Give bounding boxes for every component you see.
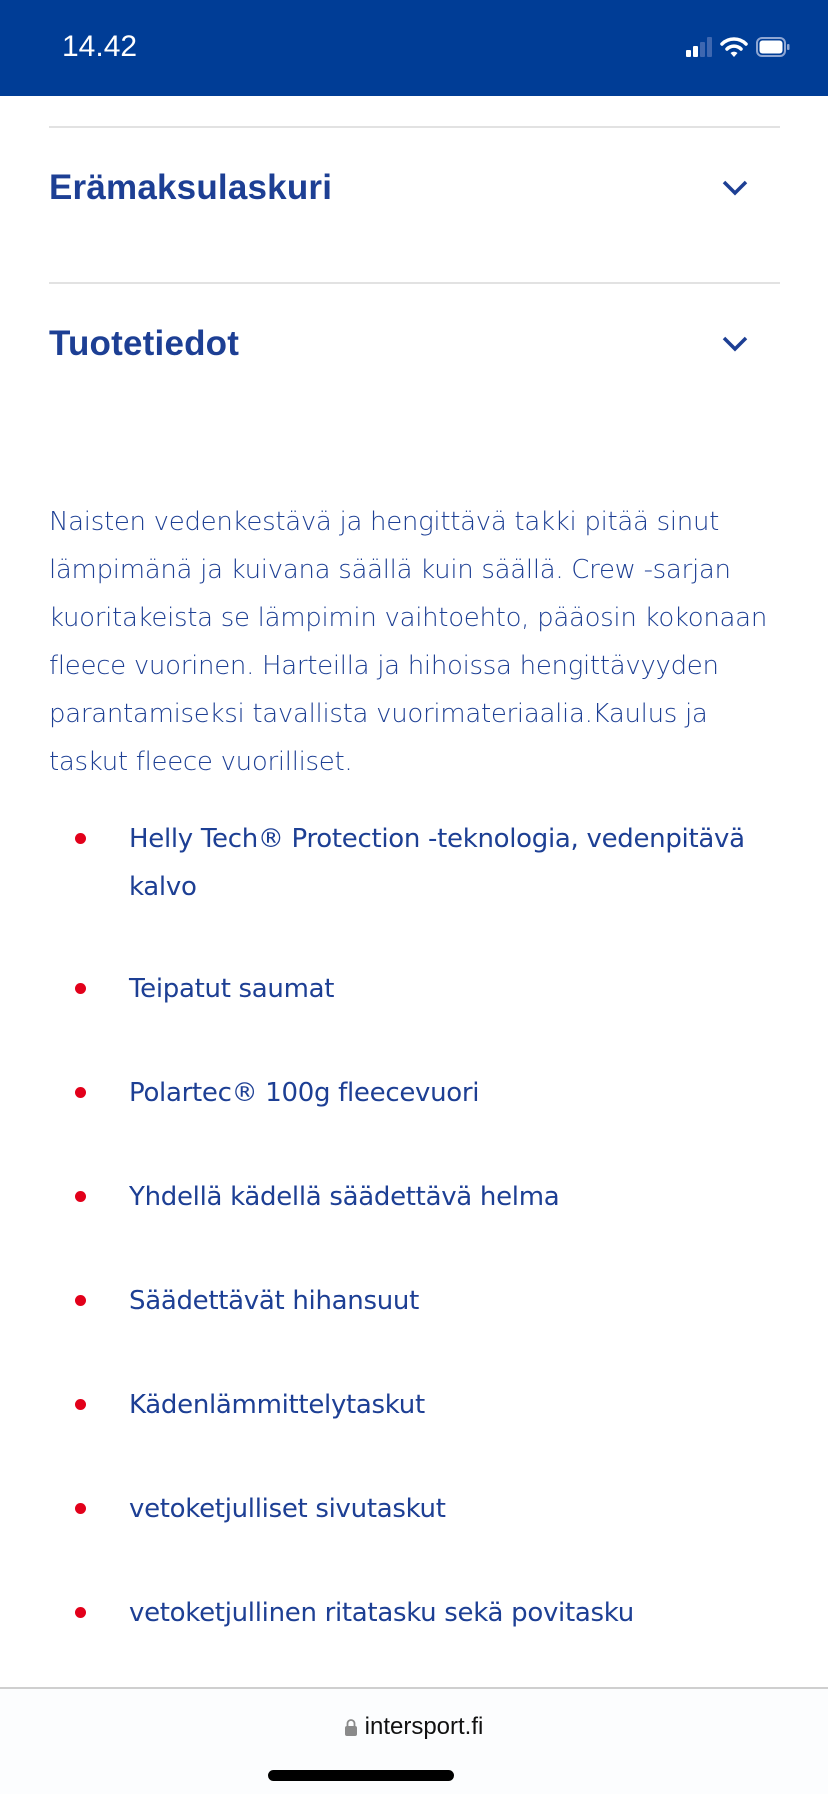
list-item (0, 1173, 828, 1277)
signal-icon (686, 37, 712, 57)
list-item (0, 1277, 828, 1381)
divider (49, 282, 780, 284)
lock-icon (345, 1719, 357, 1736)
feature-text: Säädettävät hihansuut (129, 1286, 419, 1316)
browser-bottom-bar (0, 1687, 828, 1794)
home-indicator[interactable] (268, 1770, 454, 1781)
list-item (0, 965, 828, 1069)
list-item (0, 1381, 828, 1485)
feature-text: Helly Tech® Protection -teknologia, vedenpitävä kalvo (129, 824, 745, 902)
status-bar (0, 0, 828, 96)
status-icons (686, 36, 790, 58)
feature-text: Kädenlämmittelytaskut (129, 1390, 425, 1420)
address-bar[interactable] (0, 1713, 828, 1741)
product-description: Naisten vedenkestävä ja hengittävä takki pitää sinut lämpimänä ja kuivana säällä kuin säällä. Crew -sarjan kuoritakeista se lämpimin vaihtoehto, pääosin kokonaan fleece vuorinen. Harteilla ja hihoissa hengittävyyden parantamiseksi tavallista vuorimateriaalia.Kaulus ja taskut fleece vuorilliset. (49, 507, 767, 777)
battery-icon (756, 37, 790, 57)
chevron-down-icon (720, 178, 750, 198)
feature-text: Teipatut saumat (129, 974, 335, 1004)
bullet-icon (75, 833, 86, 844)
list-item (0, 1589, 828, 1693)
accordion-title: Erämaksulaskuri (49, 168, 333, 207)
divider (49, 126, 780, 128)
bullet-icon (75, 1191, 86, 1202)
bullet-icon (75, 1295, 86, 1306)
feature-text: Yhdellä kädellä säädettävä helma (129, 1182, 560, 1212)
list-item (0, 1485, 828, 1589)
feature-text: vetoketjulliset sivutaskut (129, 1494, 446, 1524)
list-item (0, 815, 828, 965)
accordion-eramaksulaskuri[interactable] (49, 158, 780, 218)
bullet-icon (75, 983, 86, 994)
bullet-icon (75, 1607, 86, 1618)
accordion-title: Tuotetiedot (49, 324, 240, 363)
bullet-icon (75, 1399, 86, 1410)
chevron-down-icon (720, 334, 750, 354)
accordion-tuotetiedot[interactable] (49, 314, 780, 374)
url-text: intersport.fi (364, 1713, 484, 1740)
feature-list (0, 815, 828, 1693)
feature-text: vetoketjullinen ritatasku sekä povitasku (129, 1598, 634, 1628)
bullet-icon (75, 1503, 86, 1514)
wifi-icon (720, 36, 748, 58)
status-time: 14.42 (62, 30, 138, 63)
feature-text: Polartec® 100g fleecevuori (129, 1078, 480, 1108)
bullet-icon (75, 1087, 86, 1098)
list-item (0, 1069, 828, 1173)
